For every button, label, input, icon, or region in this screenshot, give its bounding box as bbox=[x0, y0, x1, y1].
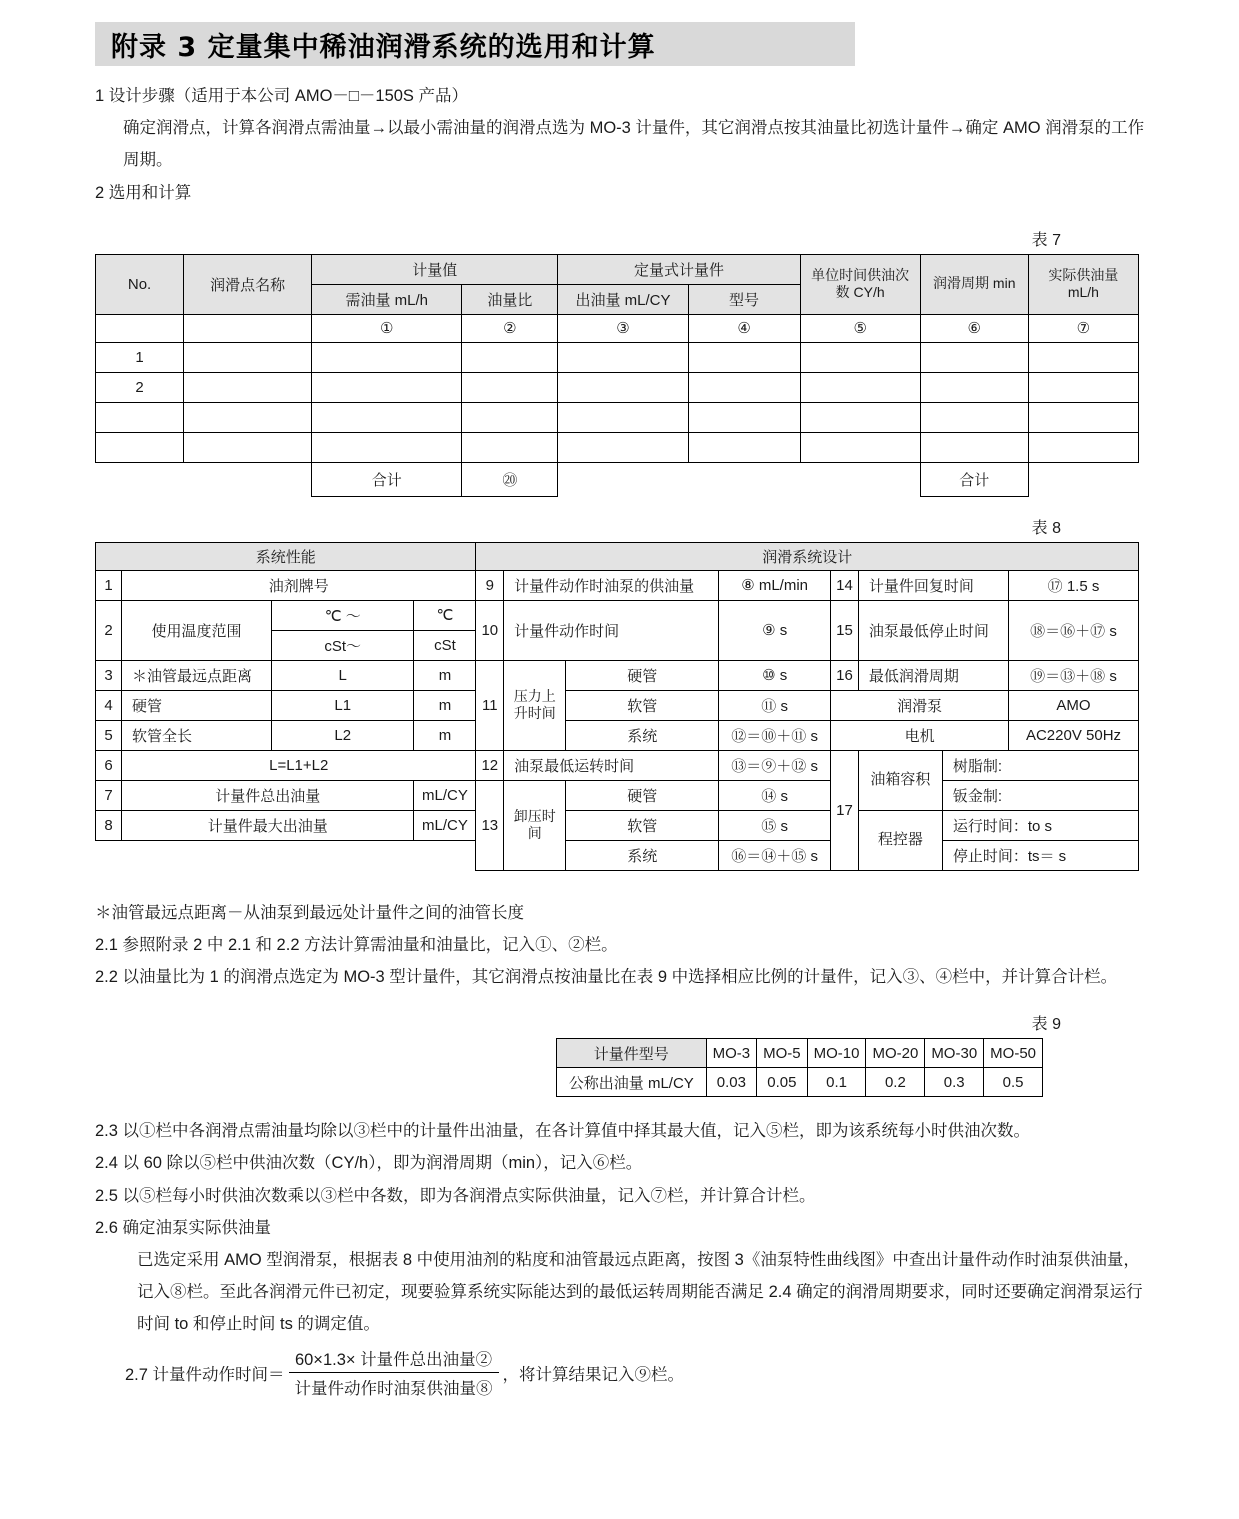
th-metering-value: 计量值 bbox=[312, 254, 558, 284]
cell-mid-sub-11-system: 系统 bbox=[566, 720, 719, 750]
table-row-circles bbox=[96, 314, 1139, 342]
table-row bbox=[557, 1039, 1043, 1068]
cell-blank bbox=[414, 840, 476, 870]
cell-blank bbox=[800, 432, 920, 462]
cell-right-label-16: 最低润滑周期 bbox=[858, 660, 1008, 690]
cell-left-label-1: 油剂牌号 bbox=[122, 570, 476, 600]
th-fixed-metering: 定量式计量件 bbox=[558, 254, 800, 284]
th-point-name: 润滑点名称 bbox=[184, 254, 312, 314]
cell-mid-num-9: 9 bbox=[476, 570, 504, 600]
section-2-2: 2.2 以油量比为 1 的润滑点选定为 MO-3 型计量件，其它润滑点按油量比在表 9 中选择相应比例的计量件，记入③、④栏中，并计算合计栏。 bbox=[95, 968, 1118, 987]
table-row bbox=[96, 402, 1139, 432]
cell-total-label-left: 合计 bbox=[312, 462, 462, 496]
cell-mid-num-11: 11 bbox=[476, 660, 504, 750]
cell-right-val-15: ⑱＝⑯＋⑰ s bbox=[1009, 600, 1139, 660]
cell-left-num-1: 1 bbox=[96, 570, 122, 600]
cell-mid-val-9: ⑧ mL/min bbox=[719, 570, 831, 600]
table9 bbox=[556, 1038, 1043, 1097]
cell-left-temp-min: ℃ ～ bbox=[272, 600, 414, 630]
cell-mid-label-13: 卸压时间 bbox=[504, 780, 566, 870]
cell-left-label-6: L=L1+L2 bbox=[122, 750, 476, 780]
cell-mid-label-9: 计量件动作时油泵的供油量 bbox=[504, 570, 719, 600]
cell-mid-subval-13-soft: ⑮ s bbox=[719, 810, 831, 840]
table-row bbox=[96, 372, 1139, 402]
cell-blank bbox=[312, 432, 462, 462]
th-meter-model: 计量件型号 bbox=[557, 1039, 707, 1068]
cell-mid-val-12: ⑬＝⑨＋⑫ s bbox=[719, 750, 831, 780]
cell-left-num-2: 2 bbox=[96, 600, 122, 660]
section-2-7 bbox=[95, 1346, 1149, 1399]
cell-need-oil: ① bbox=[312, 314, 462, 342]
table8 bbox=[95, 542, 1139, 871]
th-oil-ratio: 油量比 bbox=[462, 284, 558, 314]
cell-blank bbox=[920, 432, 1028, 462]
cell-blank bbox=[558, 372, 688, 402]
section-2-3: 2.3 以①栏中各润滑点需油量均除以③栏中的计量件出油量，在各计算值中择其最大值，记入⑤栏，即为该系统每小时供油次数。 bbox=[95, 1122, 1031, 1141]
th-actual-supply: 实际供油量 mL/h bbox=[1028, 254, 1138, 314]
cell-oil-ratio: ② bbox=[462, 314, 558, 342]
table-row bbox=[96, 432, 1139, 462]
cell-mid-subval-13-hard: ⑭ s bbox=[719, 780, 831, 810]
cell-blank bbox=[558, 342, 688, 372]
table-row bbox=[96, 750, 1139, 780]
cell-blank bbox=[462, 372, 558, 402]
document-body-2 bbox=[0, 897, 1239, 1035]
cell-left-num-8: 8 bbox=[96, 810, 122, 840]
cell-blank bbox=[184, 432, 312, 462]
table7-caption: 表 7 bbox=[1031, 231, 1061, 249]
table8-caption-wrap bbox=[0, 515, 1239, 538]
cell-mid-val-10: ⑨ s bbox=[719, 600, 831, 660]
cell-mid-subval-11-hard: ⑩ s bbox=[719, 660, 831, 690]
cell-mid-subval-13-system: ⑯＝⑭＋⑮ s bbox=[719, 840, 831, 870]
cell-value-3: 0.2 bbox=[866, 1068, 925, 1097]
cell-no: 2 bbox=[96, 372, 184, 402]
cell-right-label-tank: 油箱容积 bbox=[858, 750, 942, 810]
table-row-total bbox=[96, 462, 1139, 496]
th-no: No. bbox=[96, 254, 184, 314]
cell-blank bbox=[800, 342, 920, 372]
table-row bbox=[96, 542, 1139, 570]
section-1-heading: 1 设计步骤（适用于本公司 AMO－□－150S 产品） bbox=[95, 87, 469, 105]
cell-left-label-8: 计量件最大出油量 bbox=[122, 810, 414, 840]
cell-blank bbox=[688, 462, 800, 496]
cell-blank bbox=[558, 462, 688, 496]
cell-value-0: 0.03 bbox=[706, 1068, 757, 1097]
cell-actual: ⑦ bbox=[1028, 314, 1138, 342]
table-row bbox=[96, 254, 1139, 284]
table7 bbox=[95, 254, 1139, 497]
cell-mid-sub-13-soft: 软管 bbox=[566, 810, 719, 840]
cell-blank bbox=[1028, 372, 1138, 402]
cell-left-label-7: 计量件总出油量 bbox=[122, 780, 414, 810]
cell-no: 1 bbox=[96, 342, 184, 372]
page-title: 附录 3 定量集中稀油润滑系统的选用和计算 bbox=[111, 31, 656, 63]
cell-mid-label-11: 压力上升时间 bbox=[504, 660, 566, 750]
table-row bbox=[96, 570, 1139, 600]
cell-times: ⑤ bbox=[800, 314, 920, 342]
table-row bbox=[96, 660, 1139, 690]
cell-mid-sub-13-system: 系统 bbox=[566, 840, 719, 870]
table8-wrapper bbox=[0, 542, 1239, 871]
cell-blank bbox=[558, 402, 688, 432]
cell-blank bbox=[184, 372, 312, 402]
cell-right-tank-metal: 钣金制: bbox=[942, 780, 1138, 810]
section-2-6-heading: 2.6 确定油泵实际供油量 bbox=[95, 1218, 272, 1237]
cell-blank bbox=[462, 342, 558, 372]
cell-blank bbox=[558, 432, 688, 462]
th-nominal-output: 公称出油量 mL/CY bbox=[557, 1068, 707, 1097]
cell-model-0: MO-3 bbox=[706, 1039, 757, 1068]
section-2-7-lead: 2.7 计量件动作时间＝ bbox=[125, 1365, 285, 1384]
cell-right-label-controller: 程控器 bbox=[858, 810, 942, 870]
table-row bbox=[96, 342, 1139, 372]
page-title-banner bbox=[95, 22, 855, 66]
cell-no bbox=[96, 432, 184, 462]
cell-blank bbox=[96, 840, 122, 870]
cell-right-val-16: ⑲＝⑬＋⑱ s bbox=[1009, 660, 1139, 690]
cell-left-temp-max: ℃ bbox=[414, 600, 476, 630]
table8-caption: 表 8 bbox=[1031, 519, 1061, 537]
table7-wrapper bbox=[0, 254, 1239, 497]
table-row bbox=[96, 780, 1139, 810]
cell-left-unit-8: mL/CY bbox=[414, 810, 476, 840]
table9-caption: 表 9 bbox=[1031, 1016, 1061, 1034]
cell-blank bbox=[920, 402, 1028, 432]
cell-blank bbox=[688, 342, 800, 372]
cell-mid-num-12: 12 bbox=[476, 750, 504, 780]
cell-right-label-pump: 润滑泵 bbox=[831, 690, 1009, 720]
cell-right-num-16: 16 bbox=[831, 660, 859, 690]
cell-left-label-5: 软管全长 bbox=[122, 720, 272, 750]
table-row bbox=[96, 810, 1139, 840]
cell-total-value-left: ⑳ bbox=[462, 462, 558, 496]
cell-model-2: MO-10 bbox=[807, 1039, 866, 1068]
note-star: ＊油管最远点距离－从油泵到最远处计量件之间的油管长度 bbox=[95, 903, 524, 922]
cell-no bbox=[96, 402, 184, 432]
cell-left-v-3: L bbox=[272, 660, 414, 690]
cell-right-run-time: 运行时间：to s bbox=[942, 810, 1138, 840]
cell-left-num-3: 3 bbox=[96, 660, 122, 690]
th-times-per-time: 单位时间供油次数 CY/h bbox=[800, 254, 920, 314]
section-2-5: 2.5 以⑤栏每小时供油次数乘以③栏中各数，即为各润滑点实际供油量，记入⑦栏，并计算合计栏。 bbox=[95, 1186, 816, 1205]
cell-blank bbox=[122, 840, 414, 870]
section-2-1: 2.1 参照附录 2 中 2.1 和 2.2 方法计算需油量和油量比，记入①、②栏。 bbox=[95, 935, 618, 954]
cell-point-name bbox=[184, 314, 312, 342]
cell-blank bbox=[184, 402, 312, 432]
cell-blank bbox=[1028, 342, 1138, 372]
cell-blank bbox=[96, 462, 184, 496]
cell-blank bbox=[312, 402, 462, 432]
cell-left-unit-3: m bbox=[414, 660, 476, 690]
cell-out-oil: ③ bbox=[558, 314, 688, 342]
cell-left-label-4: 硬管 bbox=[122, 690, 272, 720]
cell-blank bbox=[462, 432, 558, 462]
cell-right-tank-resin: 树脂制: bbox=[942, 750, 1138, 780]
cell-right-label-motor: 电机 bbox=[831, 720, 1009, 750]
cell-mid-num-13: 13 bbox=[476, 780, 504, 870]
cell-left-v-5: L2 bbox=[272, 720, 414, 750]
table-row bbox=[96, 720, 1139, 750]
section-2-heading: 2 选用和计算 bbox=[95, 183, 192, 202]
table-row bbox=[96, 690, 1139, 720]
document-body-3 bbox=[0, 1115, 1239, 1399]
th-need-oil: 需油量 mL/h bbox=[312, 284, 462, 314]
cell-right-val-14: ⑰ 1.5 s bbox=[1009, 570, 1139, 600]
cell-left-unit-5: m bbox=[414, 720, 476, 750]
cell-model-3: MO-20 bbox=[866, 1039, 925, 1068]
cell-blank bbox=[920, 372, 1028, 402]
cell-right-label-14: 计量件回复时间 bbox=[858, 570, 1008, 600]
th-cycle: 润滑周期 min bbox=[920, 254, 1028, 314]
cell-cycle: ⑥ bbox=[920, 314, 1028, 342]
cell-blank bbox=[688, 402, 800, 432]
cell-right-num-14: 14 bbox=[831, 570, 859, 600]
cell-left-label-2: 使用温度范围 bbox=[122, 600, 272, 660]
cell-right-label-15: 油泵最低停止时间 bbox=[858, 600, 1008, 660]
section-1-body: 确定润滑点，计算各润滑点需油量→以最小需油量的润滑点选为 MO-3 计量件，其它润滑点按其油量比初选计量件→确定 AMO 润滑泵的工作周期。 bbox=[123, 119, 1145, 170]
th-lube-system-design: 润滑系统设计 bbox=[476, 542, 1139, 570]
cell-left-v-4: L1 bbox=[272, 690, 414, 720]
cell-blank bbox=[800, 372, 920, 402]
cell-mid-sub-13-hard: 硬管 bbox=[566, 780, 719, 810]
cell-left-visc-min: cSt～ bbox=[272, 630, 414, 660]
cell-left-num-4: 4 bbox=[96, 690, 122, 720]
cell-blank bbox=[1028, 402, 1138, 432]
table-row bbox=[96, 840, 1139, 870]
cell-value-1: 0.05 bbox=[757, 1068, 808, 1097]
th-out-oil: 出油量 mL/CY bbox=[558, 284, 688, 314]
cell-blank bbox=[920, 342, 1028, 372]
cell-left-num-6: 6 bbox=[96, 750, 122, 780]
cell-blank bbox=[184, 462, 312, 496]
cell-mid-sub-11-hard: 硬管 bbox=[566, 660, 719, 690]
cell-right-num-15: 15 bbox=[831, 600, 859, 660]
cell-model: ④ bbox=[688, 314, 800, 342]
formula-numerator: 60×1.3× 计量件总出油量② bbox=[289, 1346, 499, 1373]
th-system-performance: 系统性能 bbox=[96, 542, 476, 570]
table-row bbox=[557, 1068, 1043, 1097]
cell-left-unit-7: mL/CY bbox=[414, 780, 476, 810]
cell-model-4: MO-30 bbox=[925, 1039, 984, 1068]
cell-mid-subval-11-soft: ⑪ s bbox=[719, 690, 831, 720]
cell-value-5: 0.5 bbox=[984, 1068, 1043, 1097]
cell-blank bbox=[688, 432, 800, 462]
cell-value-2: 0.1 bbox=[807, 1068, 866, 1097]
th-model: 型号 bbox=[688, 284, 800, 314]
table-row bbox=[96, 600, 1139, 630]
cell-total-label-right: 合计 bbox=[920, 462, 1028, 496]
cell-no bbox=[96, 314, 184, 342]
cell-right-stop-time: 停止时间：ts＝ s bbox=[942, 840, 1138, 870]
cell-blank bbox=[312, 342, 462, 372]
document-page bbox=[0, 22, 1239, 1519]
cell-right-val-motor: AC220V 50Hz bbox=[1009, 720, 1139, 750]
cell-left-num-5: 5 bbox=[96, 720, 122, 750]
cell-right-val-pump: AMO bbox=[1009, 690, 1139, 720]
section-2-6-body: 已选定采用 AMO 型润滑泵，根据表 8 中使用油剂的粘度和油管最远点距离，按图 3《油泵特性曲线图》中查出计量件动作时油泵供油量，记入⑧栏。至此各润滑元件已初定，现要验算系统实际能达到的最低运转周期能否满足 2.4 确定的润滑周期要求，同时还要确定润滑泵运行时间 to 和停止时间 ts 的调定值。 bbox=[137, 1250, 1143, 1334]
cell-blank bbox=[312, 372, 462, 402]
cell-mid-subval-11-system: ⑫＝⑩＋⑪ s bbox=[719, 720, 831, 750]
cell-left-num-7: 7 bbox=[96, 780, 122, 810]
cell-blank bbox=[184, 342, 312, 372]
cell-left-visc-max: cSt bbox=[414, 630, 476, 660]
section-2-7-tail: ，将计算结果记入⑨栏。 bbox=[502, 1365, 685, 1384]
cell-left-label-3: ＊油管最远点距离 bbox=[122, 660, 272, 690]
cell-value-4: 0.3 bbox=[925, 1068, 984, 1097]
cell-mid-sub-11-soft: 软管 bbox=[566, 690, 719, 720]
cell-model-5: MO-50 bbox=[984, 1039, 1043, 1068]
document-body bbox=[0, 80, 1239, 250]
cell-mid-label-12: 油泵最低运转时间 bbox=[504, 750, 719, 780]
cell-mid-label-10: 计量件动作时间 bbox=[504, 600, 719, 660]
formula-denominator: 计量件动作时油泵供油量⑧ bbox=[294, 1380, 493, 1399]
cell-left-unit-4: m bbox=[414, 690, 476, 720]
formula-fraction bbox=[289, 1346, 499, 1399]
cell-right-num-17: 17 bbox=[831, 750, 859, 870]
cell-mid-num-10: 10 bbox=[476, 600, 504, 660]
section-2-4: 2.4 以 60 除以⑤栏中供油次数（CY/h），即为润滑周期（min），记入⑥栏。 bbox=[95, 1154, 643, 1173]
cell-model-1: MO-5 bbox=[757, 1039, 808, 1068]
cell-blank bbox=[800, 462, 920, 496]
cell-blank bbox=[800, 402, 920, 432]
cell-blank bbox=[688, 372, 800, 402]
cell-blank bbox=[1028, 432, 1138, 462]
cell-blank bbox=[1028, 462, 1138, 496]
cell-blank bbox=[462, 402, 558, 432]
